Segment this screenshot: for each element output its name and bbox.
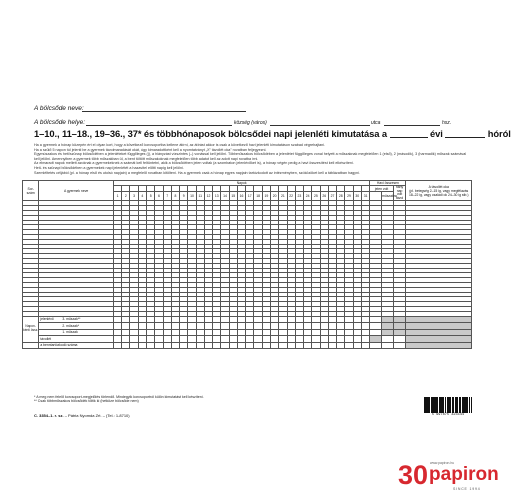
- instruction-line: Az elmaradt napok mellett azoknak a gyermekeknek a számát kell feltüntetni, akik a bölcsődében jelen voltak (a szombaton jelenlévőket is), a hónap végén pedig a havi összesítést kell elkészíteni.: [34, 161, 354, 166]
- summary-day-cell[interactable]: [237, 342, 245, 349]
- summary-day-cell[interactable]: [213, 342, 221, 349]
- summary-day-cell[interactable]: [353, 342, 361, 349]
- day-number: 15: [229, 192, 237, 201]
- day-number: 16: [237, 192, 245, 201]
- col-header-absent-days: hány nap volt távol: [393, 186, 406, 201]
- col-header-absence-reason: [406, 181, 472, 201]
- day-number: 1: [113, 192, 121, 201]
- day-number: 11: [196, 192, 204, 201]
- summary-day-cell[interactable]: [163, 342, 171, 349]
- form-code-line: [34, 413, 130, 418]
- school-place-field[interactable]: [86, 118, 232, 126]
- instruction-line: Ha a gyermek a hónap közepén ért el olyan kort, hogy a következő korcsoportba kellene átírni, az átírást akkor is csak a következő havi jelenléti kimutatáson szabad végrehajtani.: [34, 143, 326, 147]
- summary-day-cell[interactable]: [262, 342, 270, 349]
- summary-day-cell[interactable]: [196, 342, 204, 349]
- summary-spacer: [23, 342, 39, 349]
- day-number: 14: [221, 192, 229, 201]
- summary-day-cell[interactable]: [221, 342, 229, 349]
- printer-note: – Pátria Nyomda Zrt. – (Tel.: 1-8710): [64, 413, 130, 418]
- logo-word: papiron: [429, 464, 499, 485]
- instruction-line: Heti- és szünapi bölcsődében a gyermekek napi jelenlétét a hazavitel előtti napig kell jelölni.: [34, 165, 184, 170]
- summary-day-cell[interactable]: [320, 342, 328, 349]
- day-number: 22: [287, 192, 295, 201]
- day-number: 21: [279, 192, 287, 201]
- absence-reason-title: A távollét oka: [428, 184, 449, 189]
- form-code: C. 3354–1. r. sz.: [34, 413, 64, 418]
- instruction-line: Szemléltetés céljából (pl. a hónap első és utolsó napjain) a megfelelő rovatban kitölteni. Ha a gyermek csak a hónap egyes napjain tartózkodott az intézményben, szóközöket kell a táblázatban hagyni.: [34, 170, 360, 175]
- summary-day-cell[interactable]: [337, 342, 345, 349]
- day-number: 20: [270, 192, 278, 201]
- summary-day-cell[interactable]: [328, 342, 336, 349]
- summary-day-cell[interactable]: [147, 342, 155, 349]
- summary-day-cell[interactable]: [138, 342, 146, 349]
- footnote-2: ** Csak többműszakos bölcsődék töltik ki (hetköze bölcsőde nem): [34, 399, 139, 403]
- footnote-1: * A meg nem felelő korcsoport-megjelölés törlendő. Mindegyik korcsoportról külön kimutatást kell készíteni.: [34, 395, 204, 399]
- day-number: 19: [262, 192, 270, 201]
- school-name-field[interactable]: [82, 104, 246, 112]
- absence-reason-note: (pl. betegség 2–15 ig, vagy megfélazás 18–22 ig, vagy családi ok 24–30 ig stb.): [408, 188, 469, 197]
- summary-day-cell[interactable]: [304, 342, 312, 349]
- summary-day-cell[interactable]: [287, 342, 295, 349]
- day-number: 6: [155, 192, 163, 201]
- day-number: 29: [345, 192, 353, 201]
- col-header-serial: Sor- szám: [23, 181, 39, 201]
- barcode-bar: [433, 397, 434, 413]
- summary-present-cell[interactable]: [370, 342, 382, 349]
- summary-day-cell[interactable]: [180, 342, 188, 349]
- summary-day-cell[interactable]: [270, 342, 278, 349]
- summary-day-cell[interactable]: [345, 342, 353, 349]
- school-name-label: A bölcsőde neve:: [34, 105, 84, 112]
- day-number: 28: [337, 192, 345, 201]
- instructions: [34, 143, 471, 175]
- col-header-shift: műszakra: [382, 192, 394, 201]
- form-title-year: évi: [430, 128, 443, 139]
- col-header-days: Napok: [113, 181, 369, 186]
- logo-since: SINCE 1994: [453, 487, 481, 491]
- day-number: 2: [122, 192, 130, 201]
- summary-absent-cell[interactable]: [393, 342, 406, 349]
- form-title: [34, 128, 511, 139]
- summary-day-cell[interactable]: [113, 342, 121, 349]
- form-title-main: 1–10., 11–18., 19–36., 37* és többhónaposok bölcsődei napi jelenléti kimutatása a: [34, 128, 387, 139]
- instruction-line: Egymúszakos és heti/szünap bölcsődében a jelenléteket függőleges (|), a hiányzást vízszintes (–) vonással kell jelölni. Többműszakos bölcsődében a jelenlétet függőleges vonal helyett a műszaknak megfelelően 1 (első), 2 (második), 3 (harmadik) műszak számával kell jelölni. Amennyiben a gyermek több műszakban ül, a bent töltött műszakoknak megfelelően több adatot kell az adott napi rovatba írni.: [34, 152, 467, 161]
- summary-label: [39, 342, 114, 349]
- barcode: [424, 397, 472, 417]
- day-number: 7: [163, 192, 171, 201]
- barcode-bar: [450, 397, 451, 413]
- barcode-bar: [429, 397, 430, 413]
- summary-row-label: 1. műszak: [62, 330, 78, 335]
- house-number-field[interactable]: [384, 118, 440, 126]
- house-number-label: hsz.: [442, 120, 452, 126]
- summary-reason-cell: [406, 342, 472, 349]
- summary-row-label: távollét: [40, 336, 52, 341]
- day-number: 23: [295, 192, 303, 201]
- street-label: utca: [371, 120, 381, 126]
- col-header-child-name: A gyermek neve: [39, 181, 114, 201]
- barcode-bar: [440, 397, 441, 413]
- summary-group-label: Napon-kénti össz.: [23, 316, 39, 342]
- municipality-label: község (város): [234, 120, 267, 126]
- summary-day-cell[interactable]: [229, 342, 237, 349]
- summary-day-cell[interactable]: [130, 342, 138, 349]
- summary-row-label: a benntartózkodó száma: [40, 343, 78, 348]
- present-label: jelenlévő: [40, 317, 54, 322]
- attendance-table-wrap: [22, 180, 472, 349]
- day-number: 25: [312, 192, 320, 201]
- summary-row-label: 2. műszak*: [62, 323, 80, 328]
- barcode-bar: [443, 397, 444, 413]
- month-prefix-field[interactable]: [390, 129, 428, 138]
- summary-shift-cell[interactable]: [382, 342, 394, 349]
- summary-day-cell[interactable]: [246, 342, 254, 349]
- day-number: 27: [328, 192, 336, 201]
- day-number: 5: [147, 192, 155, 201]
- day-number: 4: [138, 192, 146, 201]
- col-header-present: jelen volt: [370, 186, 393, 192]
- logo-mark: 30: [398, 460, 429, 490]
- form-title-month: hóról: [487, 128, 511, 139]
- barcode-bar: [460, 397, 461, 413]
- summary-row: [23, 342, 472, 349]
- logo-url: www.papiron.hu: [430, 461, 455, 465]
- day-number: 30: [353, 192, 361, 201]
- col-header-monthly-total: Havi összesen: [370, 181, 406, 186]
- barcode-bars: [424, 397, 472, 413]
- day-number: 3: [130, 192, 138, 201]
- instruction-line: Ha a szülő 5 napon túl jelenti be a gyermek távolmaradását okát, úgy kimaradottként kell a nyomtatványt „X” távollét oka” rovatban feljegyezni.: [34, 147, 267, 152]
- summary-day-cell[interactable]: [155, 342, 163, 349]
- barcode-bar: [457, 397, 458, 413]
- day-number: 17: [246, 192, 254, 201]
- col-header-present-days: [370, 192, 382, 201]
- barcode-number: 5 997875 323144: [431, 413, 465, 417]
- summary-day-cell[interactable]: [171, 342, 179, 349]
- summary-day-cell[interactable]: [188, 342, 196, 349]
- street-field[interactable]: [270, 118, 370, 126]
- day-number: 26: [320, 192, 328, 201]
- day-number: 31: [361, 192, 369, 201]
- school-place-label: A bölcsőde helye:: [34, 119, 86, 126]
- day-number: 9: [180, 192, 188, 201]
- month-field[interactable]: [445, 129, 485, 138]
- summary-day-cell[interactable]: [204, 342, 212, 349]
- day-number: 18: [254, 192, 262, 201]
- summary-day-cell[interactable]: [279, 342, 287, 349]
- day-number: 12: [204, 192, 212, 201]
- day-number: 13: [213, 192, 221, 201]
- attendance-table: [22, 180, 472, 349]
- day-number: 24: [304, 192, 312, 201]
- day-number: 10: [188, 192, 196, 201]
- summary-day-cell[interactable]: [122, 342, 130, 349]
- summary-day-cell[interactable]: [254, 342, 262, 349]
- day-number: 8: [171, 192, 179, 201]
- barcode-bar: [453, 397, 454, 413]
- summary-day-cell[interactable]: [361, 342, 369, 349]
- summary-day-cell[interactable]: [312, 342, 320, 349]
- summary-row-label: 3. műszak**: [62, 317, 81, 322]
- footnotes: [34, 395, 334, 403]
- barcode-bar: [426, 397, 427, 413]
- summary-day-cell[interactable]: [295, 342, 303, 349]
